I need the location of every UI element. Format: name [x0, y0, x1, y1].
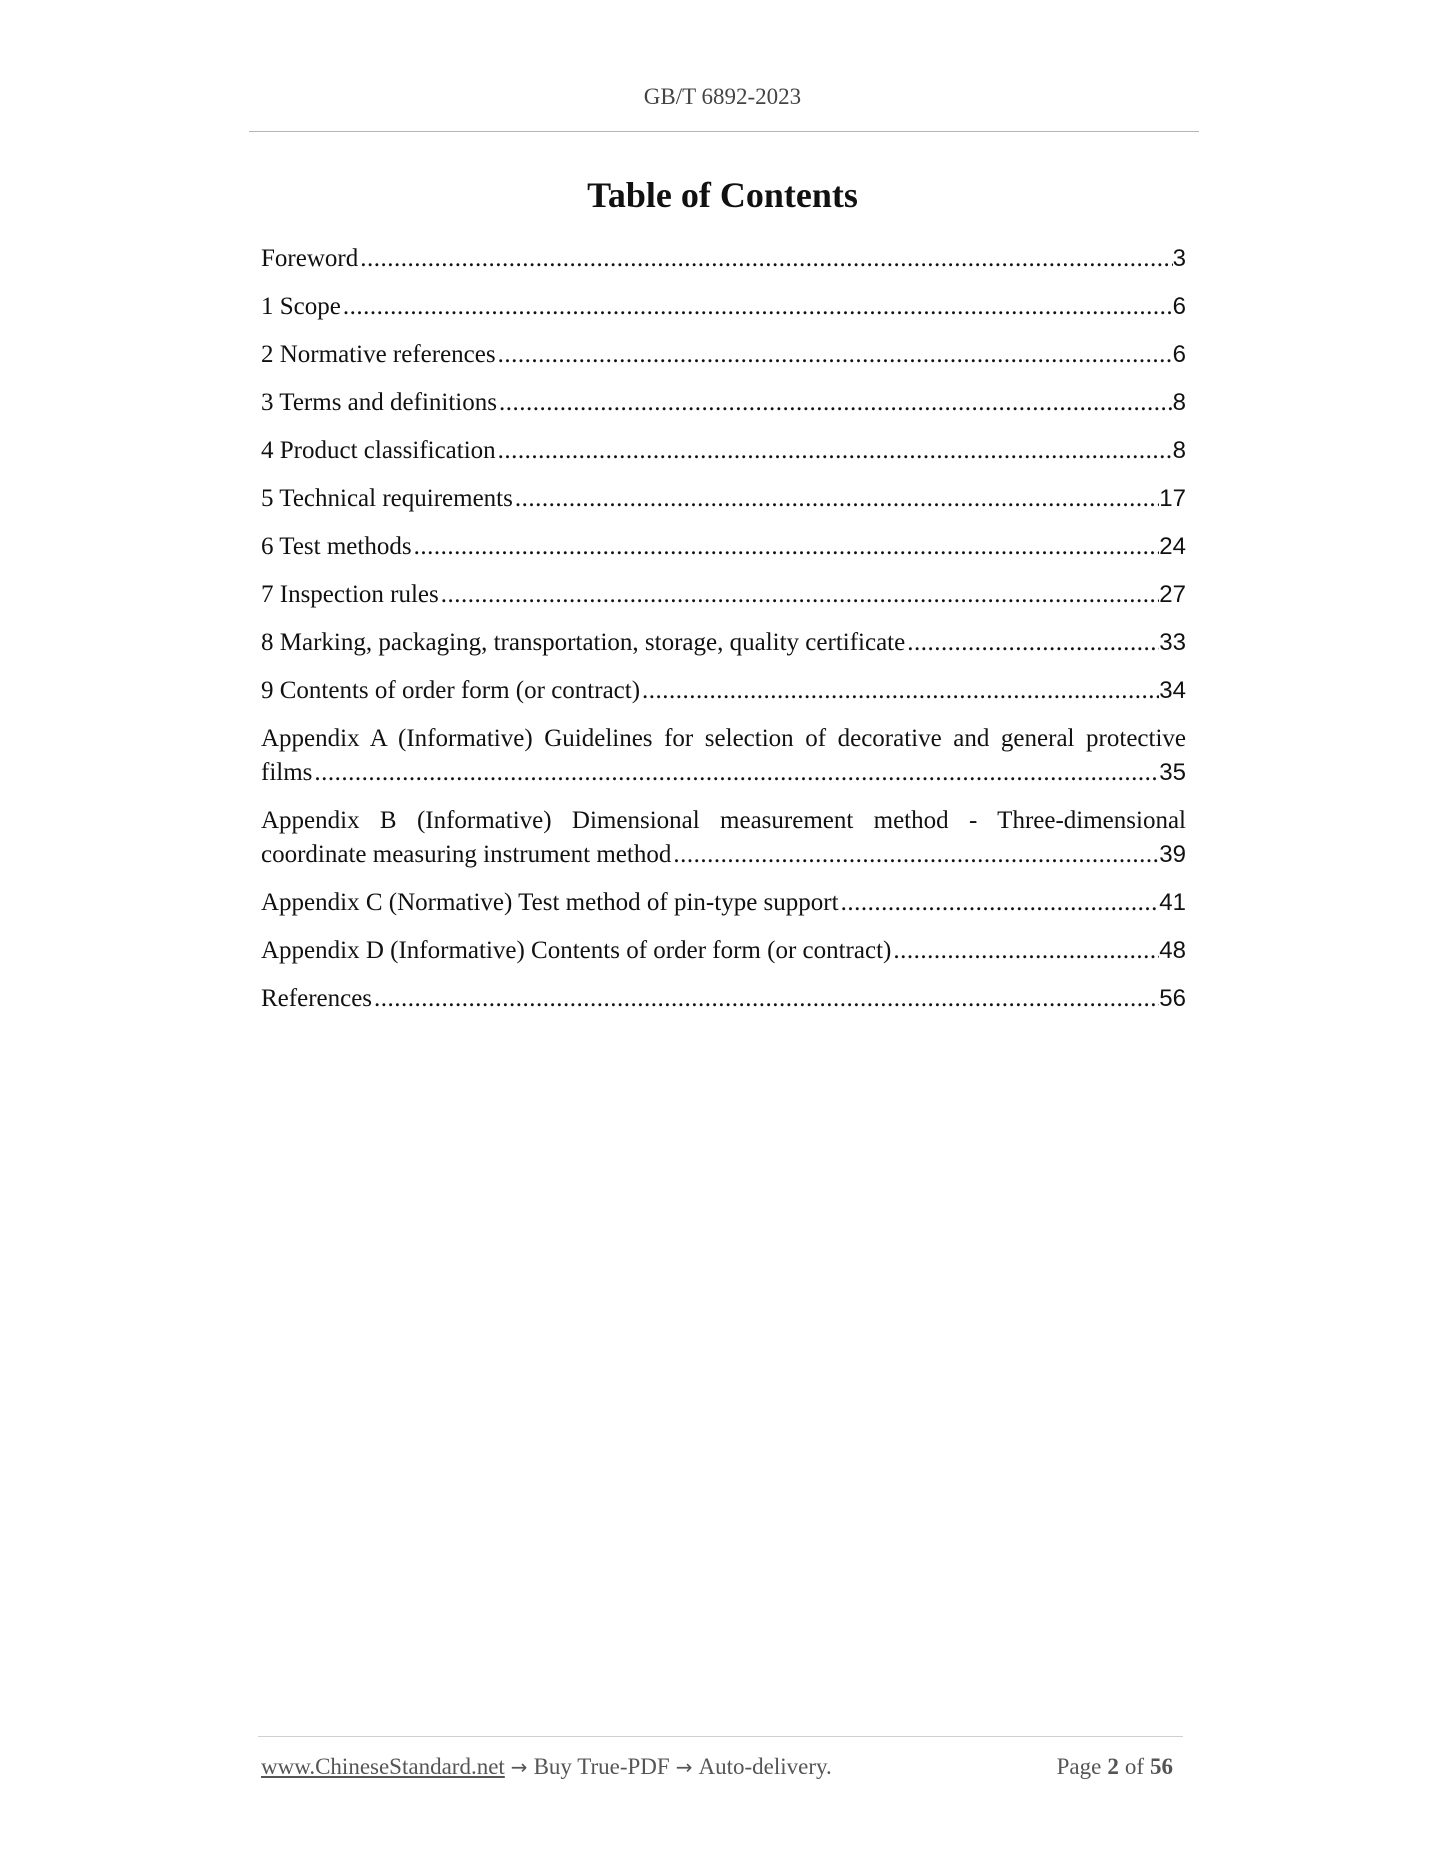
toc-entry-label: 7 Inspection rules [261, 581, 439, 608]
toc-leader-dots [496, 434, 1173, 468]
toc-leader-dots [358, 242, 1172, 276]
toc-entry-label: 4 Product classification [261, 437, 496, 464]
toc-entry-page: 27 [1159, 581, 1186, 608]
toc-leader-dots [341, 290, 1173, 324]
current-page-number: 2 [1107, 1754, 1119, 1779]
toc-entry-label-line2: films [261, 759, 313, 786]
toc-entry-foreword[interactable] [261, 242, 1186, 276]
toc-entry-page: 48 [1159, 937, 1186, 964]
toc-entry-test-methods[interactable] [261, 530, 1186, 564]
toc-entry-marking-packaging[interactable] [261, 626, 1186, 660]
toc-entry-page: 35 [1159, 759, 1186, 786]
total-page-number: 56 [1150, 1754, 1173, 1779]
right-arrow-icon: → [675, 1755, 693, 1779]
toc-entry-page: 56 [1159, 985, 1186, 1012]
toc-entry-appendix-c[interactable] [261, 886, 1186, 920]
toc-leader-dots [412, 530, 1160, 564]
toc-entry-technical-requirements[interactable] [261, 482, 1186, 516]
page-number [1057, 1754, 1179, 1780]
toc-entry-label: 9 Contents of order form (or contract) [261, 677, 641, 704]
buy-true-pdf-text: Buy True-PDF [533, 1754, 670, 1779]
toc-leader-dots [496, 338, 1173, 372]
toc-leader-dots [372, 982, 1159, 1016]
toc-entry-label: 3 Terms and definitions [261, 389, 497, 416]
toc-entry-label: 1 Scope [261, 293, 341, 320]
toc-entry-page: 3 [1172, 245, 1186, 272]
toc-entry-inspection-rules[interactable] [261, 578, 1186, 612]
toc-entry-product-classification[interactable] [261, 434, 1186, 468]
right-arrow-icon: → [510, 1755, 528, 1779]
toc-entry-page: 8 [1172, 389, 1186, 416]
toc-entry-page: 34 [1159, 677, 1186, 704]
toc-entry-label: 2 Normative references [261, 341, 496, 368]
toc-leader-dots [671, 838, 1159, 872]
toc-entry-page: 8 [1172, 437, 1186, 464]
toc-entry-label-line2: coordinate measuring instrument method [261, 841, 672, 868]
page-word: Page [1056, 1754, 1102, 1779]
toc-entry-appendix-a[interactable] [261, 722, 1186, 790]
toc-entry-label: 6 Test methods [261, 533, 412, 560]
toc-entry-scope[interactable] [261, 290, 1186, 324]
toc-entry-label: Appendix C (Normative) Test method of pin-type support [261, 889, 839, 916]
toc-title: Table of Contents [587, 175, 858, 215]
toc-entry-label: 8 Marking, packaging, transportation, storage, quality certificate [261, 629, 906, 656]
toc-entry-page: 33 [1159, 629, 1186, 656]
toc-leader-dots [905, 626, 1159, 660]
toc-entry-appendix-d[interactable] [261, 934, 1186, 968]
toc-entry-page: 41 [1159, 889, 1186, 916]
toc-leader-dots [839, 886, 1160, 920]
header-divider [249, 131, 1199, 132]
toc-entry-page: 24 [1159, 533, 1186, 560]
toc-entry-label: Foreword [261, 245, 359, 272]
toc-leader-dots [891, 934, 1159, 968]
toc-leader-dots [497, 386, 1173, 420]
toc-entry-label: Appendix D (Informative) Contents of order form (or contract) [261, 937, 892, 964]
toc-entry-normative-references[interactable] [261, 338, 1186, 372]
page-footer [261, 1754, 1179, 1780]
toc-entry-label: References [261, 985, 373, 1012]
toc-entry-label-line1: Appendix B (Informative) Dimensional measurement method - Three-dimensional [261, 807, 1186, 834]
toc-leader-dots [640, 674, 1159, 708]
toc-leader-dots [513, 482, 1159, 516]
document-code-header: GB/T 6892-2023 [643, 84, 802, 109]
of-word: of [1124, 1754, 1144, 1779]
toc-entry-terms-and-definitions[interactable] [261, 386, 1186, 420]
table-of-contents [261, 242, 1186, 1030]
toc-entry-label-line1: Appendix A (Informative) Guidelines for selection of decorative and general protective [261, 725, 1186, 752]
website-link[interactable]: www.ChineseStandard.net [261, 1754, 505, 1779]
footer-promo [261, 1754, 832, 1780]
toc-entry-page: 17 [1159, 485, 1186, 512]
toc-entry-order-form-contents[interactable] [261, 674, 1186, 708]
auto-delivery-text: Auto-delivery. [698, 1754, 832, 1779]
toc-leader-dots [312, 756, 1159, 790]
toc-entry-page: 6 [1172, 341, 1186, 368]
toc-entry-page: 6 [1172, 293, 1186, 320]
footer-divider [258, 1736, 1183, 1737]
toc-entry-page: 39 [1159, 841, 1186, 868]
toc-entry-references[interactable] [261, 982, 1186, 1016]
toc-entry-appendix-b[interactable] [261, 804, 1186, 872]
toc-leader-dots [439, 578, 1160, 612]
toc-entry-label: 5 Technical requirements [261, 485, 513, 512]
